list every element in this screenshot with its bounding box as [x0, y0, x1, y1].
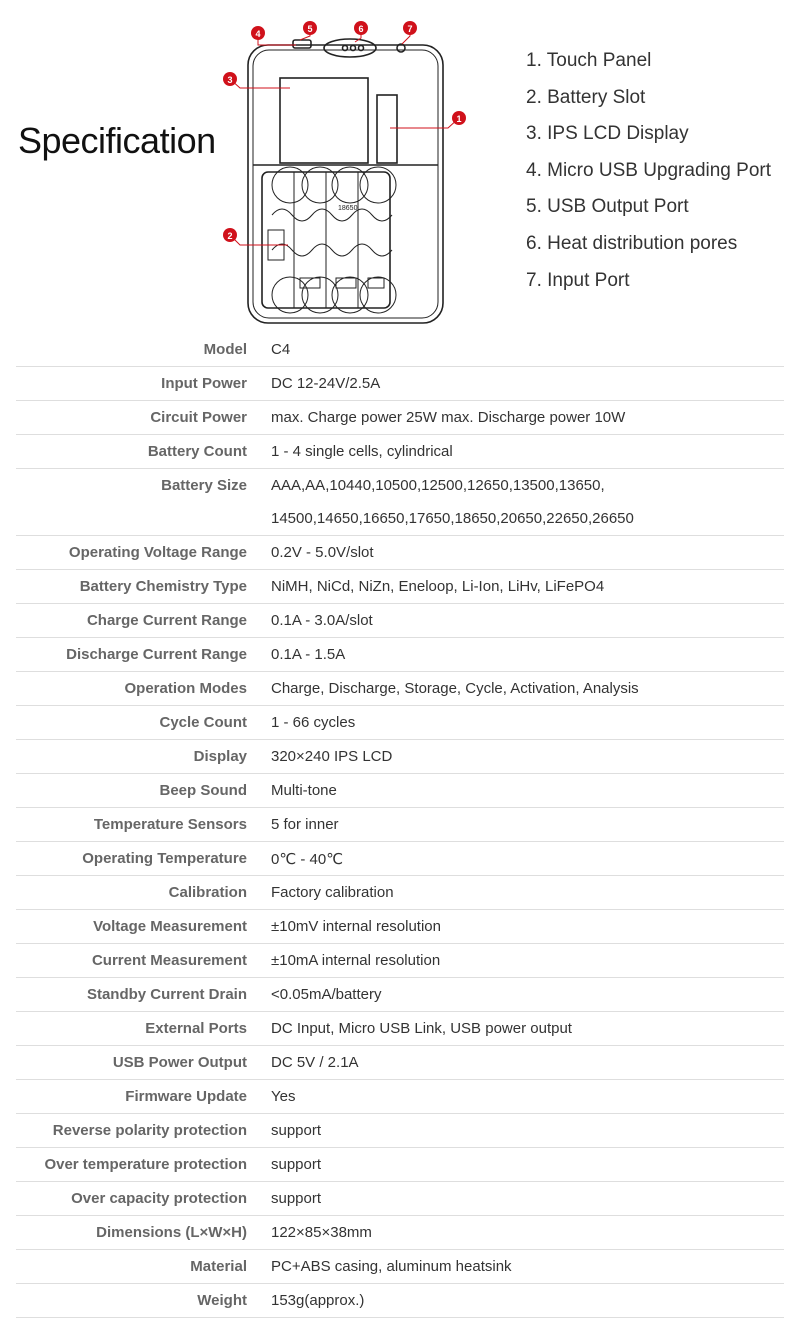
- spec-label: Standby Current Drain: [16, 978, 271, 1012]
- callout-5-marker: [303, 21, 317, 35]
- spec-label: Over temperature protection: [16, 1148, 271, 1182]
- spec-row: [16, 672, 784, 706]
- spec-value: support: [271, 1182, 784, 1216]
- callout-4-marker: [251, 26, 265, 40]
- spec-row: [16, 978, 784, 1012]
- spec-row: [16, 706, 784, 740]
- spec-value: ±10mA internal resolution: [271, 944, 784, 978]
- spec-value: DC Input, Micro USB Link, USB power output: [271, 1012, 784, 1046]
- spec-label: External Ports: [16, 1012, 271, 1046]
- spec-row: [16, 1148, 784, 1182]
- spec-label: Circuit Power: [16, 401, 271, 435]
- spec-label: Operating Voltage Range: [16, 536, 271, 570]
- spec-label: Input Power: [16, 367, 271, 401]
- spec-value: 5 for inner: [271, 808, 784, 842]
- callout-1-marker: [452, 111, 466, 125]
- spec-row: [16, 367, 784, 401]
- spec-row: [16, 1284, 784, 1318]
- spec-value: max. Charge power 25W max. Discharge power 10W: [271, 401, 784, 435]
- svg-text:4: 4: [255, 29, 261, 39]
- charger-illustration: [0, 0, 480, 330]
- spec-label: Model: [16, 333, 271, 367]
- callout-2-marker: [223, 228, 237, 242]
- callout-7-marker: [403, 21, 417, 35]
- spec-row: [16, 1012, 784, 1046]
- spec-row: [16, 1046, 784, 1080]
- spec-value: ±10mV internal resolution: [271, 910, 784, 944]
- spec-label: Beep Sound: [16, 774, 271, 808]
- svg-text:6: 6: [358, 24, 364, 34]
- spec-row: [16, 469, 784, 503]
- spec-value: DC 12-24V/2.5A: [271, 367, 784, 401]
- spec-label: Over capacity protection: [16, 1182, 271, 1216]
- spec-value: 0℃ - 40℃: [271, 842, 784, 876]
- spec-label: Battery Count: [16, 435, 271, 469]
- spec-value: support: [271, 1114, 784, 1148]
- spec-value: 1 - 4 single cells, cylindrical: [271, 435, 784, 469]
- spec-row: [16, 876, 784, 910]
- svg-text:5: 5: [307, 24, 313, 34]
- spec-value: 320×240 IPS LCD: [271, 740, 784, 774]
- spec-value: 122×85×38mm: [271, 1216, 784, 1250]
- spec-row: [16, 333, 784, 367]
- feature-item: 7. Input Port: [526, 269, 630, 291]
- spec-value: Factory calibration: [271, 876, 784, 910]
- spec-value: AAA,AA,10440,10500,12500,12650,13500,13650,: [271, 477, 605, 494]
- callout-6-marker: [354, 21, 368, 35]
- svg-text:3: 3: [227, 75, 233, 85]
- spec-row: [16, 536, 784, 570]
- spec-value: PC+ABS casing, aluminum heatsink: [271, 1250, 784, 1284]
- spec-label: Reverse polarity protection: [16, 1114, 271, 1148]
- spec-label: Dimensions (L×W×H): [16, 1216, 271, 1250]
- spec-value: 0.1A - 1.5A: [271, 638, 784, 672]
- feature-item: 1. Touch Panel: [526, 50, 652, 71]
- callout-3-marker: [223, 72, 237, 86]
- spec-value: support: [271, 1148, 784, 1182]
- spec-row: [16, 774, 784, 808]
- spec-label: Operating Temperature: [16, 842, 271, 876]
- page-title: Specification: [18, 120, 216, 161]
- spec-row: [16, 1114, 784, 1148]
- spec-row: [16, 435, 784, 469]
- feature-list: [526, 48, 771, 304]
- spec-table: [16, 333, 784, 1318]
- spec-label: Cycle Count: [16, 706, 271, 740]
- spec-value: 0.2V - 5.0V/slot: [271, 536, 784, 570]
- spec-row: [16, 1216, 784, 1250]
- spec-label: USB Power Output: [16, 1046, 271, 1080]
- spec-value: C4: [271, 333, 784, 367]
- spec-label: Charge Current Range: [16, 604, 271, 638]
- feature-item: 5. USB Output Port: [526, 196, 689, 218]
- spec-label: Discharge Current Range: [16, 638, 271, 672]
- spec-value: <0.05mA/battery: [271, 978, 784, 1012]
- spec-row: [16, 910, 784, 944]
- feature-item: 2. Battery Slot: [526, 86, 646, 108]
- spec-row: [16, 740, 784, 774]
- spec-label: Battery Size: [161, 477, 247, 494]
- feature-item: 6. Heat distribution pores: [526, 232, 738, 254]
- spec-row: [16, 1250, 784, 1284]
- spec-label: Battery Chemistry Type: [16, 570, 271, 604]
- svg-text:2: 2: [227, 231, 233, 241]
- svg-text:1: 1: [456, 114, 462, 124]
- spec-label: Current Measurement: [16, 944, 271, 978]
- device-size-label: 18650: [338, 205, 358, 212]
- feature-item: 4. Micro USB Upgrading Port: [526, 159, 771, 181]
- spec-label: Voltage Measurement: [16, 910, 271, 944]
- spec-label: Firmware Update: [16, 1080, 271, 1114]
- spec-row: [16, 1182, 784, 1216]
- spec-row: [16, 401, 784, 435]
- spec-value: NiMH, NiCd, NiZn, Eneloop, Li-Ion, LiHv, LiFePO4: [271, 570, 784, 604]
- spec-row: [16, 638, 784, 672]
- spec-value: DC 5V / 2.1A: [271, 1046, 784, 1080]
- spec-label: [16, 502, 271, 536]
- spec-value: Yes: [271, 1080, 784, 1114]
- spec-label: Temperature Sensors: [16, 808, 271, 842]
- spec-label: Weight: [16, 1284, 271, 1318]
- spec-value: 0.1A - 3.0A/slot: [271, 604, 784, 638]
- spec-value: Charge, Discharge, Storage, Cycle, Activation, Analysis: [271, 672, 784, 706]
- spec-label: Calibration: [16, 876, 271, 910]
- spec-label: Display: [16, 740, 271, 774]
- spec-row: [16, 604, 784, 638]
- spec-row: [16, 842, 784, 876]
- spec-row: [16, 570, 784, 604]
- spec-value: Multi-tone: [271, 774, 784, 808]
- spec-value: 1 - 66 cycles: [271, 706, 784, 740]
- spec-value: 14500,14650,16650,17650,18650,20650,22650,26650: [271, 502, 784, 536]
- spec-label: Operation Modes: [16, 672, 271, 706]
- spec-row: [16, 808, 784, 842]
- feature-item: 3. IPS LCD Display: [526, 123, 689, 145]
- spec-row: [16, 1080, 784, 1114]
- spec-row: [16, 502, 784, 536]
- svg-text:7: 7: [407, 24, 413, 34]
- spec-row: [16, 944, 784, 978]
- spec-label: Material: [16, 1250, 271, 1284]
- spec-value: 153g(approx.): [271, 1284, 784, 1318]
